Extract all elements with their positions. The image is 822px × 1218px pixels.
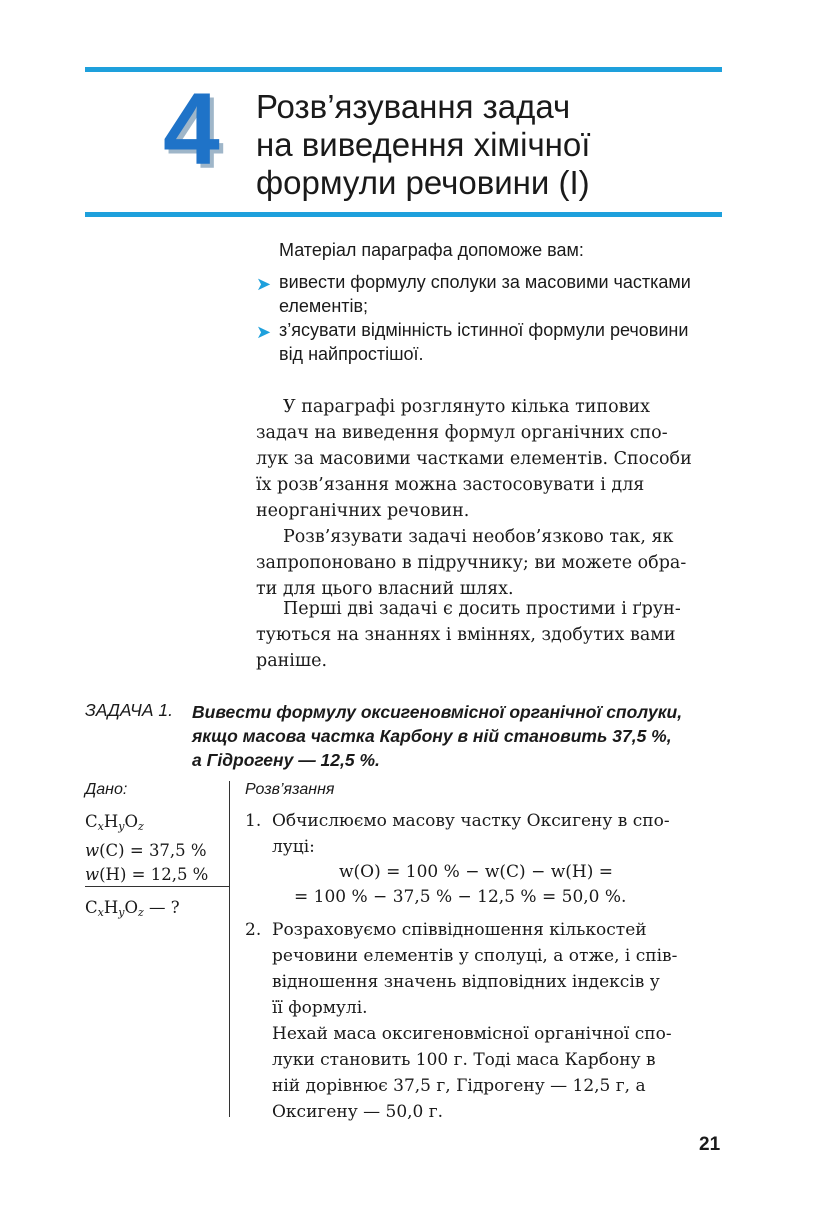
solution-step-1 (245, 808, 723, 860)
goal-item (256, 318, 726, 366)
goals-heading: Матеріал параграфа допоможе вам: (279, 240, 584, 260)
task-text (192, 700, 722, 772)
given-wc: w(C) = 37,5 % (85, 841, 207, 860)
text-line: Розв’язувати задачі необов’язково так, як (283, 527, 674, 547)
goal-line: вивести формулу сполуки за масовими частками (279, 272, 691, 292)
step-number: 1. (245, 811, 262, 831)
text-line: їх розв’язання можна застосовувати і для (256, 475, 645, 495)
formula-line-1: w(O) = 100 % − w(C) − w(H) = (339, 862, 614, 882)
chevron-right-icon: ➤ (256, 322, 272, 342)
given-label: Дано: (85, 781, 128, 798)
page-number: 21 (699, 1134, 721, 1155)
intro-paragraph-1 (256, 394, 722, 524)
text-line: раніше. (256, 651, 328, 671)
goal-item (256, 270, 726, 318)
goal-line: від найпростішої. (279, 344, 424, 364)
solution-label: Розв’язання (245, 781, 335, 798)
text-line: Обчислюємо масову частку Оксигену в спо- (272, 811, 670, 831)
step-number: 2. (245, 920, 262, 940)
text-line: ній дорівнює 37,5 г, Гідрогену — 12,5 г, а (272, 1076, 646, 1096)
text-line: У параграфі розглянуто кілька типових (283, 397, 650, 417)
text-line: задач на виведення формул органічних спо- (256, 423, 668, 443)
intro-paragraph-2 (256, 524, 722, 602)
text-line: речовини елементів у сполуці, а отже, і спів- (272, 946, 678, 966)
title-line: Розв’язування задач (256, 88, 571, 125)
title-line: на виведення хімічної (256, 126, 591, 163)
title-line: формули речовини (І) (256, 164, 590, 201)
task-line: а Гідрогену — 12,5 %. (192, 750, 380, 770)
text-line: лук за масовими частками елементів. Способи (256, 449, 692, 469)
given-block (85, 810, 208, 887)
text-line: Перші дві задачі є досить простими і ґрун- (283, 599, 681, 619)
text-line: відношення значень відповідних індексів у (272, 972, 660, 992)
bottom-rule (85, 212, 722, 217)
task-line: Вивести формулу оксигеновмісної органічної сполуки, (192, 702, 683, 722)
task-line: якщо масова частка Карбону в ній становить 37,5 %, (192, 726, 672, 746)
horizontal-divider (85, 886, 230, 887)
find-formula: $C_xH_yO_z$ — ? (85, 898, 180, 919)
given-wh: w(H) = 12,5 % (85, 865, 209, 884)
text-line: луки становить 100 г. Тоді маса Карбону в (272, 1050, 656, 1070)
text-line: туються на знаннях і вміннях, здобутих вами (256, 625, 676, 645)
chevron-right-icon: ➤ (256, 274, 272, 294)
formula-line-2: = 100 % − 37,5 % − 12,5 % = 50,0 %. (294, 887, 627, 907)
goal-line: елементів; (279, 296, 369, 316)
text-line: Розраховуємо співвідношення кількостей (272, 920, 647, 940)
text-line: Нехай маса оксигеновмісної органічної спо- (272, 1024, 672, 1044)
solution-step-2 (245, 917, 723, 1125)
task-label: ЗАДАЧА 1. (85, 700, 173, 720)
intro-paragraph-3 (256, 596, 722, 674)
text-line: її формулі. (272, 998, 368, 1018)
chapter-title (256, 88, 590, 202)
goal-line: з’ясувати відмінність істинної формули речовини (279, 320, 689, 340)
text-line: ти для цього власний шлях. (256, 579, 514, 599)
given-formula: $C_xH_yO_z$ (85, 812, 144, 833)
text-line: неорганічних речовин. (256, 501, 470, 521)
text-line: луці: (272, 837, 315, 857)
text-line: запропоновано в підручнику; ви можете обра- (256, 553, 687, 573)
text-line: Оксигену — 50,0 г. (272, 1102, 444, 1122)
chapter-number: 4 (163, 72, 218, 186)
vertical-divider (229, 781, 230, 1117)
